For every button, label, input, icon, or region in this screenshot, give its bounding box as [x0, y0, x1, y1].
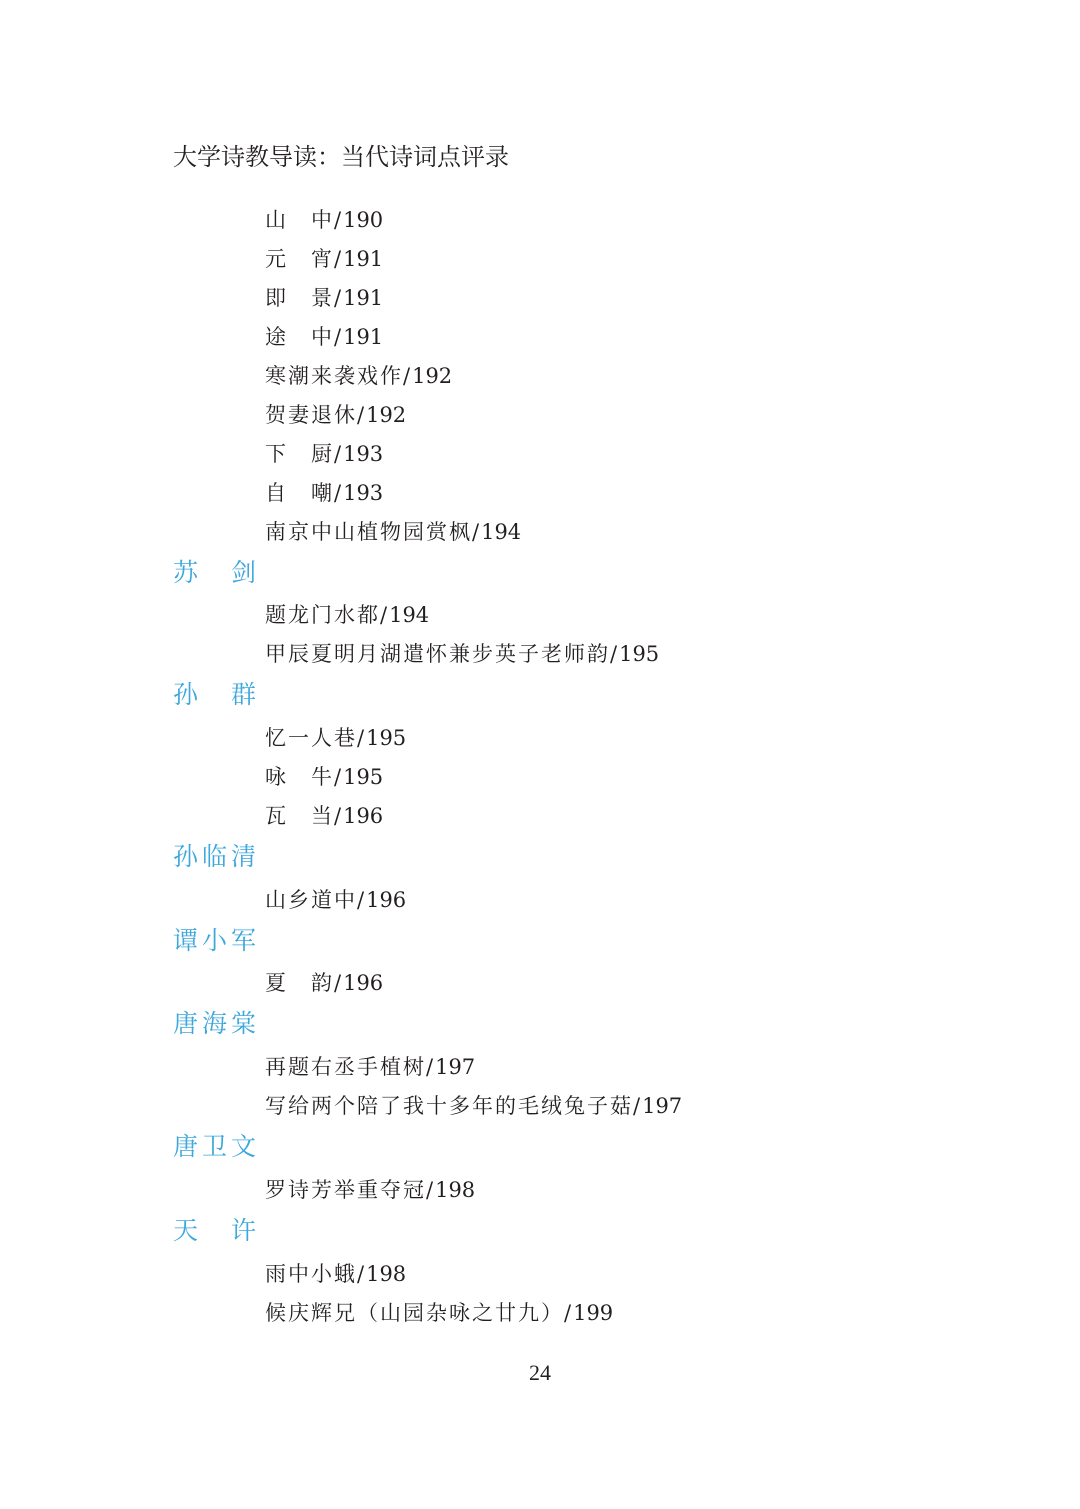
entry-title: 忆一人巷 — [265, 726, 357, 750]
toc-entry[interactable] — [265, 361, 452, 391]
entry-page: 195 — [619, 642, 660, 666]
separator: / — [334, 325, 344, 349]
entry-page: 199 — [573, 1301, 614, 1325]
entry-page: 197 — [435, 1055, 476, 1079]
entry-page: 198 — [366, 1262, 407, 1286]
entry-page: 196 — [343, 971, 384, 995]
toc-entry[interactable] — [265, 1175, 475, 1205]
entry-title: 途 中 — [265, 325, 334, 349]
separator: / — [357, 888, 367, 912]
toc-entry[interactable] — [265, 723, 406, 753]
separator: / — [357, 1262, 367, 1286]
toc-entry[interactable] — [265, 762, 383, 792]
toc-entry[interactable] — [265, 885, 406, 915]
toc-entry[interactable] — [265, 478, 383, 508]
entry-page: 194 — [481, 520, 522, 544]
entry-title: 即 景 — [265, 286, 334, 310]
author-heading: 唐卫文 — [173, 1132, 261, 1161]
toc-entry[interactable] — [265, 1052, 475, 1082]
separator: / — [334, 804, 344, 828]
entry-page: 191 — [343, 325, 384, 349]
toc-entry[interactable] — [265, 1259, 406, 1289]
entry-page: 193 — [343, 442, 384, 466]
separator: / — [564, 1301, 574, 1325]
toc-entry[interactable] — [265, 600, 429, 630]
toc-entry[interactable] — [265, 639, 659, 669]
entry-title: 再题右丞手植树 — [265, 1055, 426, 1079]
separator: / — [334, 765, 344, 789]
entry-title: 瓦 当 — [265, 804, 334, 828]
running-title: 大学诗教导读：当代诗词点评录 — [173, 143, 509, 171]
separator: / — [426, 1178, 436, 1202]
separator: / — [357, 403, 367, 427]
entry-title: 自 嘲 — [265, 481, 334, 505]
toc-entry[interactable] — [265, 322, 383, 352]
separator: / — [357, 726, 367, 750]
toc-entry[interactable] — [265, 1298, 613, 1328]
separator: / — [610, 642, 620, 666]
entry-title: 题龙门水都 — [265, 603, 380, 627]
entry-title: 下 厨 — [265, 442, 334, 466]
entry-title: 罗诗芳举重夺冠 — [265, 1178, 426, 1202]
author-heading: 孙 群 — [173, 680, 261, 709]
toc-entry[interactable] — [265, 801, 383, 831]
separator: / — [334, 442, 344, 466]
separator: / — [403, 364, 413, 388]
toc-entry[interactable] — [265, 968, 383, 998]
author-heading: 孙临清 — [173, 842, 261, 871]
separator: / — [472, 520, 482, 544]
entry-page: 197 — [642, 1094, 683, 1118]
separator: / — [426, 1055, 436, 1079]
entry-page: 196 — [366, 888, 407, 912]
entry-page: 191 — [343, 286, 384, 310]
toc-entry[interactable] — [265, 283, 383, 313]
entry-page: 191 — [343, 247, 384, 271]
separator: / — [334, 481, 344, 505]
separator: / — [334, 286, 344, 310]
entry-title: 甲辰夏明月湖遣怀兼步英子老师韵 — [265, 642, 610, 666]
page-number: 24 — [529, 1360, 551, 1385]
author-heading: 天 许 — [173, 1216, 261, 1245]
toc-entry[interactable] — [265, 244, 383, 274]
entry-page: 192 — [412, 364, 453, 388]
entry-title: 雨中小蛾 — [265, 1262, 357, 1286]
entry-title: 元 宵 — [265, 247, 334, 271]
separator: / — [334, 208, 344, 232]
entry-title: 山 中 — [265, 208, 334, 232]
entry-title: 候庆辉兄（山园杂咏之廿九） — [265, 1301, 564, 1325]
entry-title: 夏 韵 — [265, 971, 334, 995]
separator: / — [334, 247, 344, 271]
entry-page: 195 — [366, 726, 407, 750]
toc-entry[interactable] — [265, 1091, 682, 1121]
author-heading: 谭小军 — [173, 926, 261, 955]
separator: / — [334, 971, 344, 995]
entry-page: 198 — [435, 1178, 476, 1202]
entry-title: 写给两个陪了我十多年的毛绒兔子菇 — [265, 1094, 633, 1118]
entry-title: 寒潮来袭戏作 — [265, 364, 403, 388]
toc-entry[interactable] — [265, 517, 521, 547]
entry-page: 193 — [343, 481, 384, 505]
toc-entry[interactable] — [265, 439, 383, 469]
toc-entry[interactable] — [265, 205, 383, 235]
entry-title: 山乡道中 — [265, 888, 357, 912]
entry-page: 195 — [343, 765, 384, 789]
separator: / — [633, 1094, 643, 1118]
entry-page: 190 — [343, 208, 384, 232]
author-heading: 苏 剑 — [173, 558, 261, 587]
entry-page: 194 — [389, 603, 430, 627]
entry-title: 贺妻退休 — [265, 403, 357, 427]
entry-title: 南京中山植物园赏枫 — [265, 520, 472, 544]
separator: / — [380, 603, 390, 627]
author-heading: 唐海棠 — [173, 1009, 261, 1038]
entry-title: 咏 牛 — [265, 765, 334, 789]
entry-page: 192 — [366, 403, 407, 427]
toc-entry[interactable] — [265, 400, 406, 430]
entry-page: 196 — [343, 804, 384, 828]
